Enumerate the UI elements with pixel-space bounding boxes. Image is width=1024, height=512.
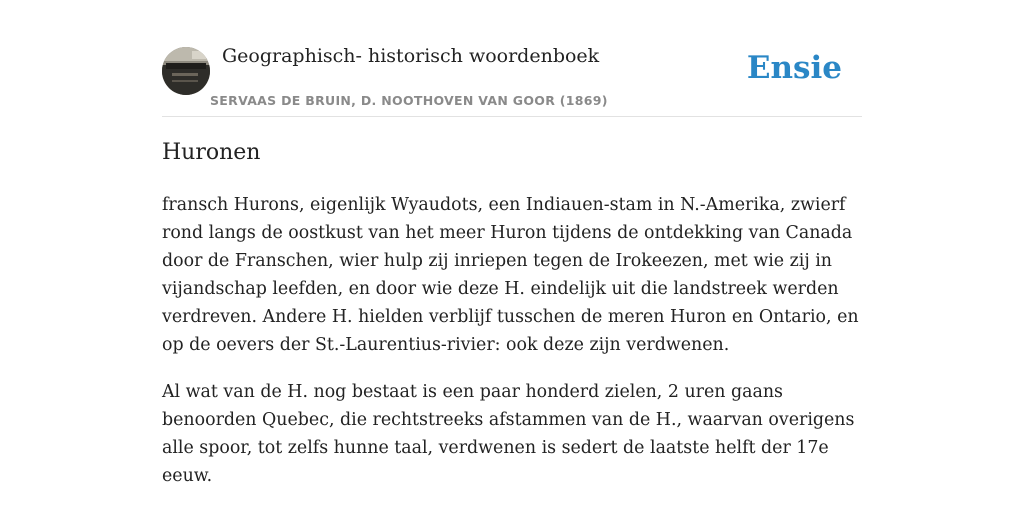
- book-title[interactable]: Geographisch- historisch woordenboek: [222, 45, 600, 67]
- book-cover-icon[interactable]: [162, 47, 210, 95]
- brand-logo[interactable]: Ensie: [746, 50, 842, 86]
- entry-body: [162, 191, 862, 509]
- book-authors: SERVAAS DE BRUIN, D. NOOTHOVEN VAN GOOR (1869): [210, 93, 608, 108]
- entry-title: Huronen: [162, 140, 261, 165]
- page-container: [162, 0, 862, 486]
- entry-paragraph: fransch Hurons, eigenlijk Wyaudots, een Indiauen-stam in N.-Amerika, zwierf rond langs de oostkust van het meer Huron tijdens de ontdekking van Canada door de Franschen, wier hulp zij inriepen tegen de Irokeezen, met wie zij in vijandschap leefden, en door wie deze H. eindelijk uit die landstreek werden verdreven. Andere H. hielden verblijf tusschen de meren Huron en Ontario, en op de oevers der St.-Laurentius-rivier: ook deze zijn verdwenen.: [162, 195, 859, 355]
- source-header: [162, 0, 862, 117]
- entry-paragraph: Al wat van de H. nog bestaat is een paar honderd zielen, 2 uren gaans benoorden Quebec, die rechtstreeks afstammen van de H., waarvan overigens alle spoor, tot zelfs hunne taal, verdwenen is sedert de laatste helft der 17e eeuw.: [162, 382, 855, 486]
